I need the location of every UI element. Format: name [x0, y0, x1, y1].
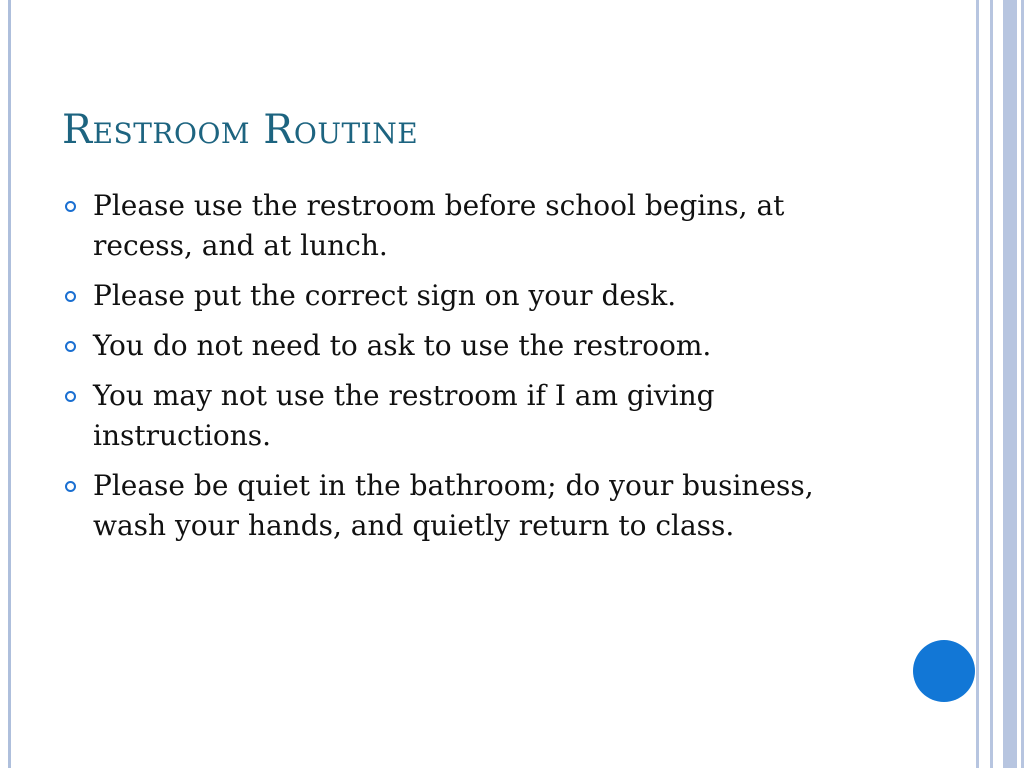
bullet-item — [62, 186, 882, 266]
bullet-item — [62, 466, 882, 546]
left-border-line — [8, 0, 11, 768]
hollow-circle-bullet-icon — [65, 291, 76, 302]
bullet-text: Please put the correct sign on your desk. — [93, 279, 677, 312]
frame-gap — [979, 0, 990, 768]
right-decorative-frame — [976, 0, 1024, 768]
hollow-circle-bullet-icon — [65, 481, 76, 492]
decorative-circle — [913, 640, 975, 702]
bullet-item — [62, 326, 882, 366]
hollow-circle-bullet-icon — [65, 201, 76, 212]
slide-title: Restroom Routine — [62, 107, 419, 153]
bullet-text: You may not use the restroom if I am giving instructions. — [93, 379, 715, 452]
frame-gap — [993, 0, 1003, 768]
bullet-text: Please be quiet in the bathroom; do your business, wash your hands, and quietly return to class. — [93, 469, 814, 542]
bullet-text: Please use the restroom before school begins, at recess, and at lunch. — [93, 189, 785, 262]
bullet-item — [62, 376, 882, 456]
bullet-list — [62, 186, 882, 556]
hollow-circle-bullet-icon — [65, 391, 76, 402]
bullet-item — [62, 276, 882, 316]
hollow-circle-bullet-icon — [65, 341, 76, 352]
bullet-text: You do not need to ask to use the restroom. — [93, 329, 712, 362]
frame-stripe — [1003, 0, 1017, 768]
